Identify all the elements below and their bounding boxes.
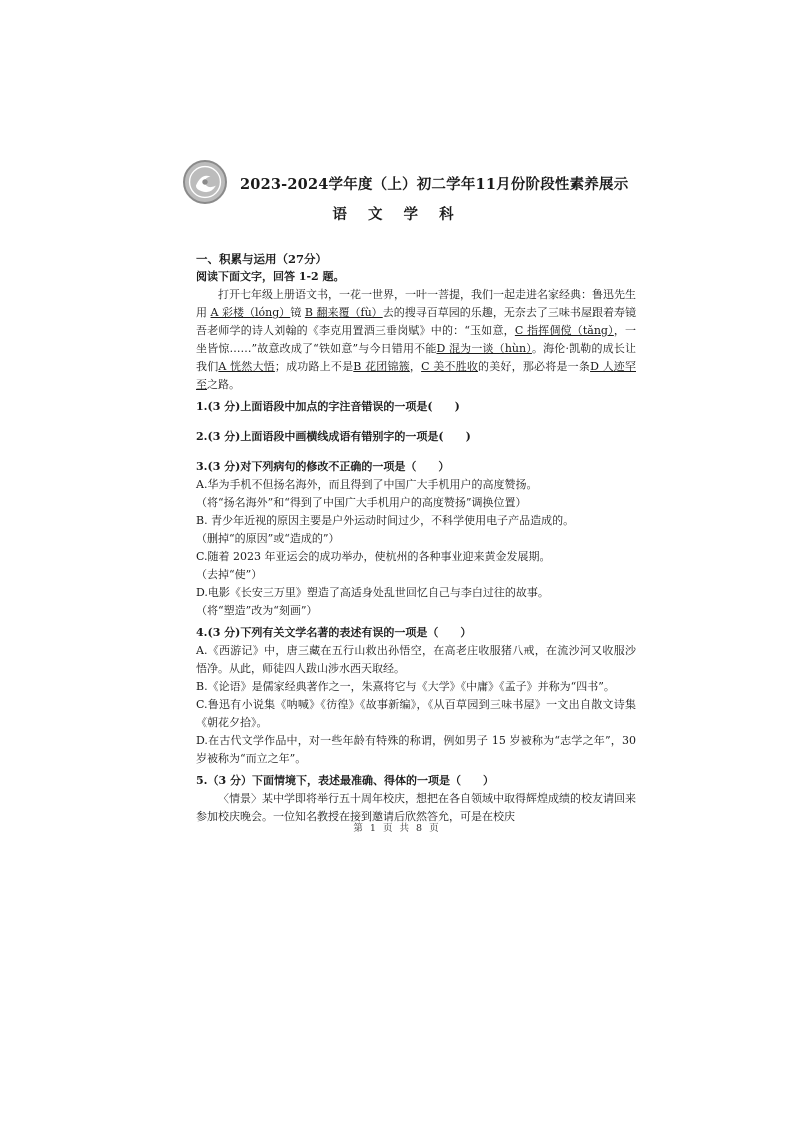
passage-mark-a: A 彩楼（lóng）	[210, 306, 291, 319]
question-3-stem: 3.(3 分)对下列病句的修改不正确的一项是（ ）	[196, 460, 450, 473]
section-heading: 一、积累与运用（27分）	[196, 252, 328, 266]
q3-option-a: A.华为手机不但扬名海外，而且得到了中国广大手机用户的高度赞扬。	[196, 478, 538, 491]
q3-option-c-fix: （去掉“使”）	[196, 568, 263, 581]
passage-text: 镜	[290, 306, 305, 319]
scenario-text: 某中学即将举行五十周年校庆，想把在各自领域中取得辉煌成绩的校友请回来参加校庆晚会。一位知名教授在接到邀请后欣然答允，可是在校庆	[196, 792, 636, 823]
question-2: 2.(3 分)上面语段中画横线成语有错别字的一项是( )	[196, 430, 471, 443]
subject-title: 语 文 学 科	[332, 206, 462, 223]
q4-option-a: A.《西游记》中，唐三藏在五行山救出孙悟空，在高老庄收服猪八戒，在流沙河又收服沙悟净。从此，师徒四人跋山涉水西天取经。	[196, 644, 636, 675]
exam-title: 2023-2024学年度（上）初二学年11月份阶段性素养展示	[240, 176, 629, 193]
passage-mark-d: D 混为一谈（hùn）	[436, 342, 532, 355]
passage-text: 之路。	[207, 378, 240, 391]
idiom-d: D 人迹罕至	[196, 360, 636, 391]
question-5-stem: 5.（3 分）下面情境下，表述最准确、得体的一项是（ ）	[196, 774, 494, 787]
q3-option-b-fix: （删掉“的原因”或“造成的”）	[196, 532, 340, 545]
passage-text: 。海伦·凯勒的成长让我们	[196, 342, 637, 373]
idiom-b: B 花团锦簇	[353, 360, 410, 373]
question-4-stem: 4.(3 分)下列有关文学名著的表述有误的一项是（ ）	[196, 626, 472, 639]
q4-option-b: B.《论语》是儒家经典著作之一，朱熹将它与《大学》《中庸》《孟子》并称为“四书”。	[196, 680, 615, 693]
q3-option-d-fix: （将“塑造”改为“刻画”）	[196, 604, 318, 617]
passage-mark-c: C 指挥倜傥（tǎng）	[514, 324, 614, 337]
q3-option-b: B. 青少年近视的原因主要是户外运动时间过少，不科学使用电子产品造成的。	[196, 514, 575, 527]
idiom-a: A 恍然大悟	[218, 360, 275, 373]
passage-text: ，	[409, 360, 422, 373]
page-number: 第 1 页 共 8 页	[353, 823, 441, 834]
q3-option-d: D.电影《长安三万里》塑造了高适身处乱世回忆自己与李白过往的故事。	[196, 586, 549, 599]
question-1: 1.(3 分)上面语段中加点的字注音错误的一项是( )	[196, 400, 460, 413]
passage-text: 的美好，那必将是一条	[478, 360, 591, 373]
reading-passage	[196, 286, 636, 394]
exam-content	[196, 250, 636, 826]
q3-option-c: C.随着 2023 年亚运会的成功举办，使杭州的各种事业迎来黄金发展期。	[196, 550, 551, 563]
reading-instruction: 阅读下面文字，回答 1-2 题。	[196, 270, 345, 283]
passage-text: ，一坐皆惊……”故意改成了“铁如意”与今日错用不能	[196, 324, 637, 355]
passage-text: ；成功路上不是	[274, 360, 354, 373]
idiom-c: C 美不胜收	[421, 360, 479, 373]
school-emblem-icon	[183, 160, 227, 204]
q3-option-a-fix: （将“扬名海外”和“得到了中国广大手机用户的高度赞扬”调换位置）	[196, 496, 527, 509]
passage-text: 打开七年级上册语文书，一花一世界，一叶一菩提，我们一起走进名家经典：鲁迅先生用	[196, 288, 636, 319]
scenario-label: 〈情景〉	[218, 792, 262, 805]
passage-text: 去的搜寻百草园的乐趣，无奈去了三味书屋跟着寿镜吾老师学的诗人刘翰的《李克用置酒三垂岗赋》中的：“玉如意，	[196, 306, 637, 337]
passage-mark-b: B 翻来覆（fù）	[304, 306, 383, 319]
q4-option-c: C.鲁迅有小说集《呐喊》《彷徨》《故事新编》，《从百草园到三味书屋》一文出自散文诗集《朝花夕拾》。	[196, 698, 636, 729]
q4-option-d: D.在古代文学作品中，对一些年龄有特殊的称谓，例如男子 15 岁被称为“志学之年”，30 岁被称为“而立之年”。	[196, 734, 636, 765]
